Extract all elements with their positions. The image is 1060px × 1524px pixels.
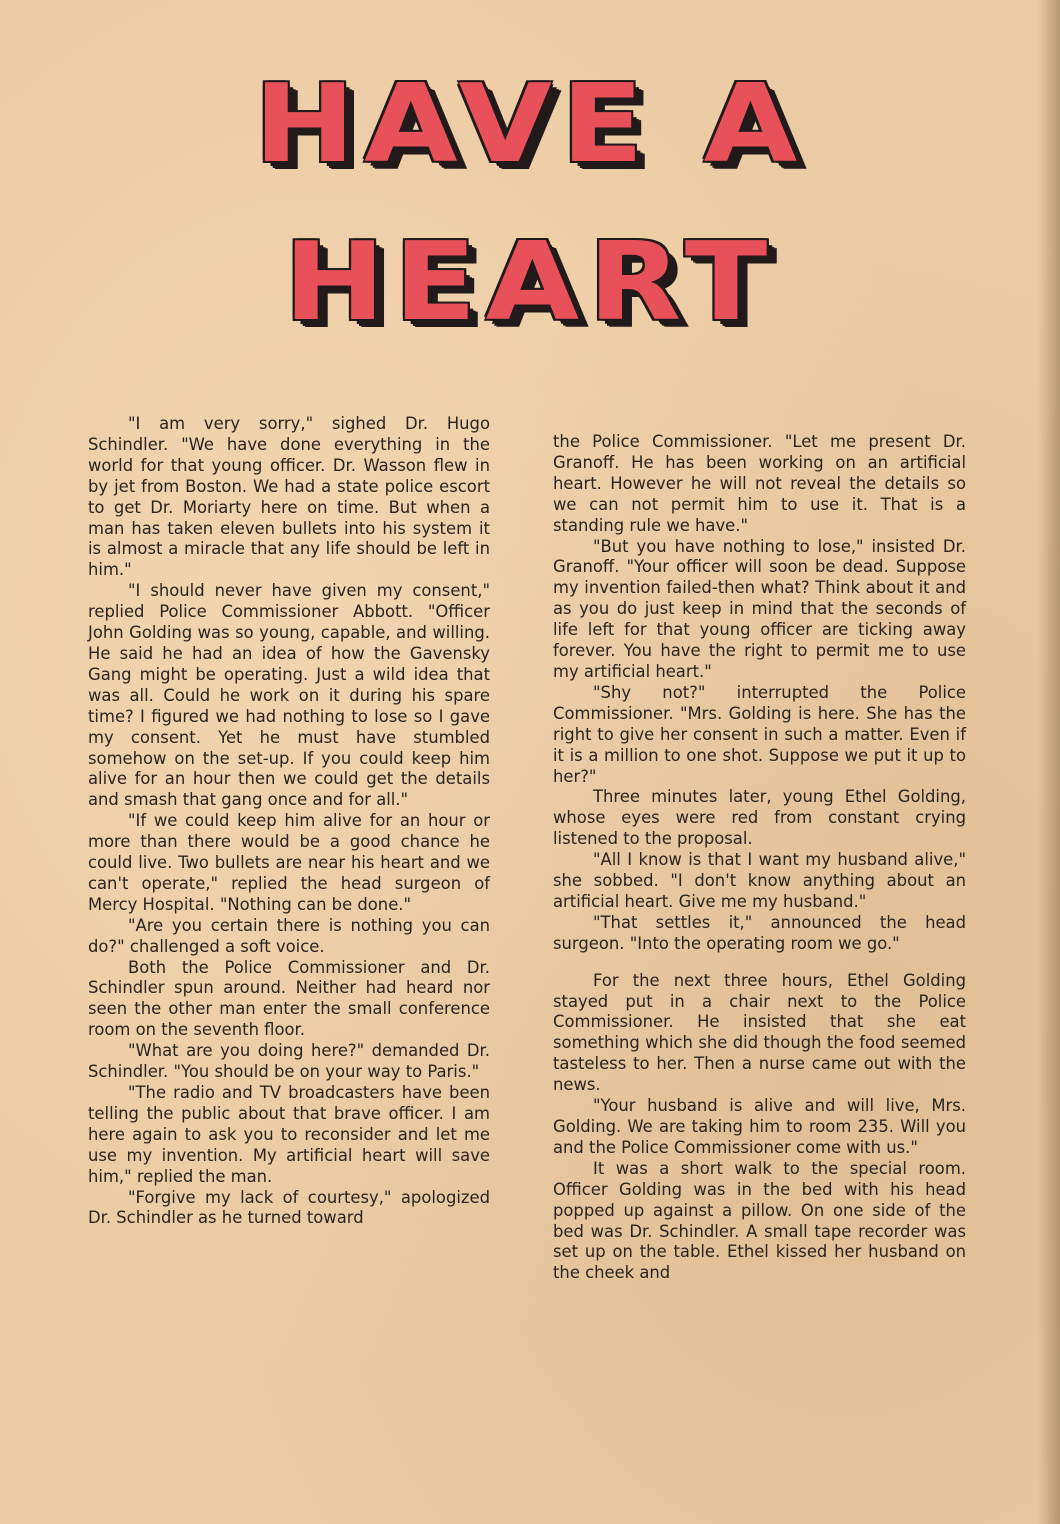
paragraph: Both the Police Commissioner and Dr. Schindler spun around. Neither had heard nor seen the other man enter the small conference room on the seventh floor. (88, 957, 490, 1040)
paragraph: For the next three hours, Ethel Golding stayed put in a chair next to the Police Commissioner. He insisted that she eat something which she did though the food seemed tasteless to her. Then a nurse came out with the news. (553, 970, 966, 1095)
paragraph: Three minutes later, young Ethel Golding, whose eyes were red from constant crying listened to the proposal. (553, 787, 966, 849)
paragraph: "What are you doing here?" demanded Dr. Schindler. "You should be on your way to Paris." (88, 1041, 490, 1082)
paragraph: "That settles it," announced the head surgeon. "Into the operating room we go." (553, 912, 966, 953)
paragraph-continuation: the Police Commissioner. "Let me present Dr. Granoff. He has been working on an artificial heart. However he will not reveal the details so we can not permit him to use it. That is a standing rule we have." (553, 432, 966, 535)
paragraph: "I should never have given my consent," replied Police Commissioner Abbott. "Officer John Golding was so young, capable, and willing. He said he had an idea of how the Gavensky Gang might be operating. Just a wild idea that was all. Could he work on it during his spare time? I figured we had nothing to lose so I gave my consent. Yet he must have stumbled somehow on the set-up. If you could keep him alive for an hour then we could get the details and smash that gang once and for all." (88, 581, 490, 810)
story-title-line-1: HAVE A (253, 62, 807, 187)
paragraph: It was a short walk to the special room. Officer Golding was in the bed with his head popped up against a pillow. On one side of the bed was Dr. Schindler. A small tape recorder was set up on the table. Ethel kissed her husband on the cheek and (553, 1158, 966, 1283)
paragraph: "Are you certain there is nothing you can do?" challenged a soft voice. (88, 915, 490, 956)
right-text-column (553, 432, 966, 1284)
left-text-column (88, 414, 490, 1229)
paragraph: "All I know is that I want my husband alive," she sobbed. "I don't know anything about an artificial heart. Give me my husband." (553, 850, 966, 911)
paragraph: "But you have nothing to lose," insisted Dr. Granoff. "Your officer will soon be dead. Suppose my invention failed-then what? Think about it and as you do just keep in mind that the seconds of life left for that young officer are ticking away forever. You have the right to permit me to use my artificial heart." (553, 536, 966, 681)
paragraph: "Shy not?" interrupted the Police Commissioner. "Mrs. Golding is here. She has the right to give her consent in such a matter. Even if it is a million to one shot. Suppose we put it up to her?" (553, 682, 966, 786)
paragraph: "The radio and TV broadcasters have been telling the public about that brave officer. I am here again to ask you to reconsider and let me use my invention. My artificial heart will save him," replied the man. (88, 1083, 490, 1186)
paragraph: "Your husband is alive and will live, Mrs. Golding. We are taking him to room 235. Will you and the Police Commissioner come with us." (553, 1096, 966, 1157)
story-title-line-2: HEART (283, 220, 777, 345)
paragraph: "Forgive my lack of courtesy," apologized Dr. Schindler as he turned toward (88, 1187, 490, 1228)
paragraph: "I am very sorry," sighed Dr. Hugo Schindler. "We have done everything in the world for that young officer. Dr. Wasson flew in by jet from Boston. We had a state police escort to get Dr. Moriarty here on time. But when a man has taken eleven bullets into his system it is almost a miracle that any life should be left in him." (88, 414, 490, 580)
paragraph: "If we could keep him alive for an hour or more than there would be a good chance he could live. Two bullets are near his heart and we can't operate," replied the head surgeon of Mercy Hospital. "Nothing can be done." (88, 811, 490, 914)
